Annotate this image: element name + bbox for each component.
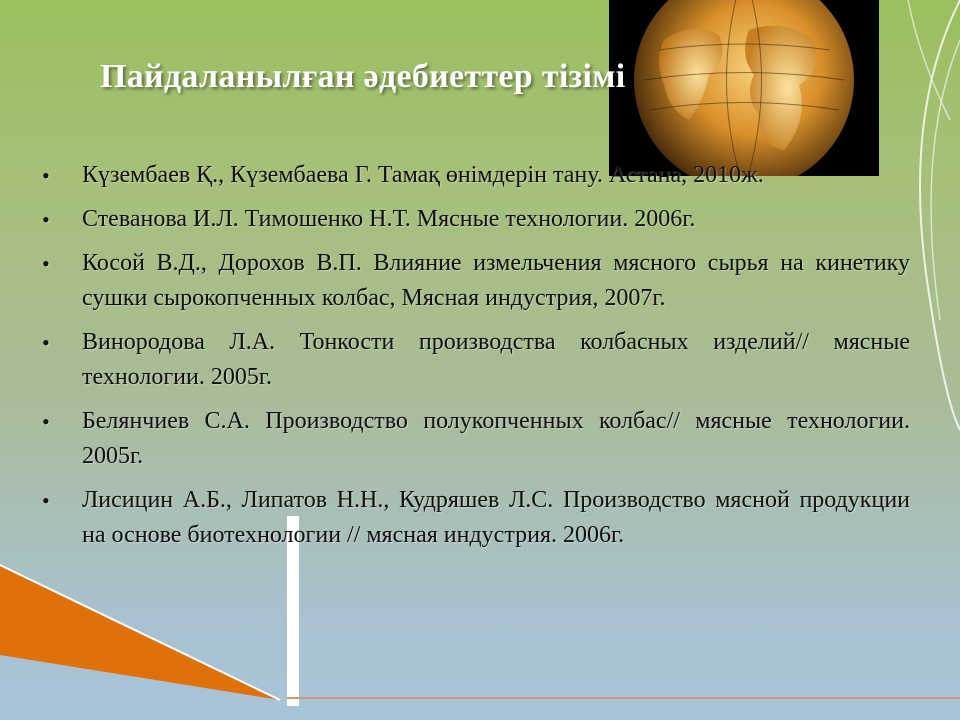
bullet-icon: • [42, 207, 50, 232]
bullet-icon: • [42, 163, 50, 188]
reference-text: Винородова Л.А. Тонкости производства колбасных изделий// мясные технологии. 2005г. [82, 329, 910, 390]
reference-text: Лисицин А.Б., Липатов Н.Н., Кудряшев Л.С. Производство мясной продукции на основе биотехнологии // мясная индустрия. 2006г. [82, 487, 910, 548]
list-item [42, 202, 910, 237]
bullet-icon: • [42, 409, 50, 434]
reference-list [42, 158, 910, 562]
reference-text: Косой В.Д., Дорохов В.П. Влияние измельчения мясного сырья на кинетику сушки сырокопченных колбас, Мясная индустрия, 2007г. [82, 250, 910, 311]
bullet-icon: • [42, 330, 50, 355]
reference-text: Күзембаев Қ., Күзембаева Г. Тамақ өнімдерін тану. Астана, 2010ж. [82, 162, 764, 188]
list-item [42, 158, 910, 193]
slide-title: Пайдаланылған әдебиеттер тізімі [100, 58, 626, 95]
reference-text: Стеванова И.Л. Тимошенко Н.Т. Мясные технологии. 2006г. [82, 206, 696, 232]
decorative-floor-line [287, 697, 960, 699]
list-item [42, 404, 910, 474]
list-item [42, 483, 910, 553]
bullet-icon: • [42, 251, 50, 276]
reference-text: Белянчиев С.А. Производство полукопченных колбас// мясные технологии. 2005г. [82, 408, 910, 469]
list-item [42, 325, 910, 395]
list-item [42, 246, 910, 316]
bullet-icon: • [42, 488, 50, 513]
